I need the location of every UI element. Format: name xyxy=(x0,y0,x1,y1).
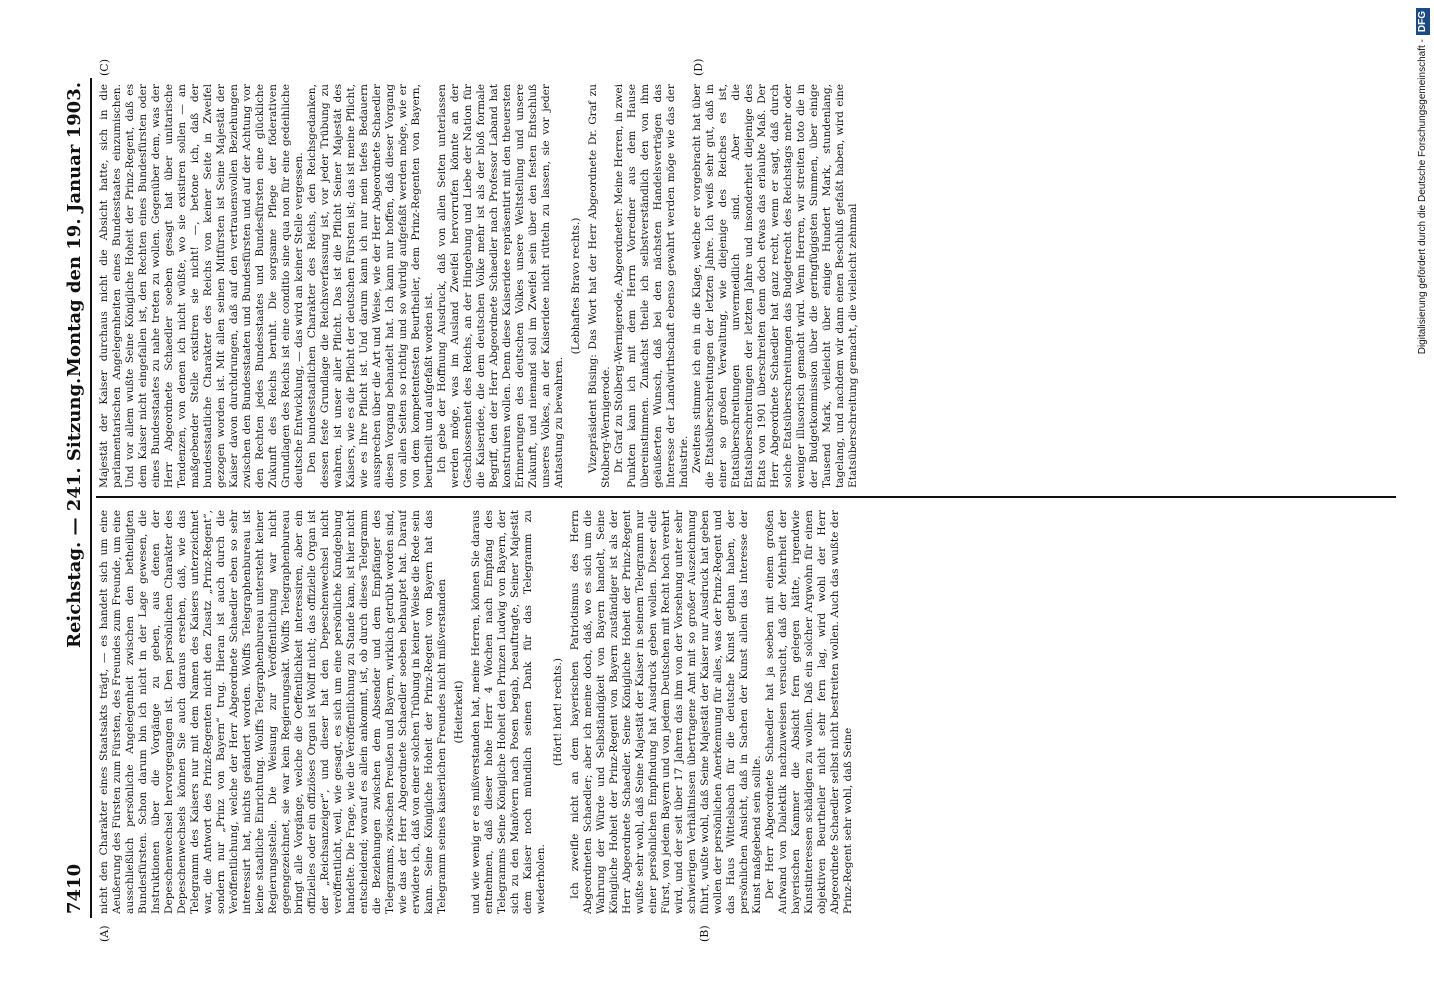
header-rule xyxy=(90,78,92,918)
right-column xyxy=(98,84,1398,488)
paragraph: nicht den Charakter eines Staatsakts trägt, — es handelt sich um eine Aeußerung des Fürsten zum Fürsten, des Freundes zum Freunde, um eine ausschließlich persönliche Angelegenheit zwischen den betheiligten Bundesfürsten. Schon darum bin ich nicht in der Lage gewesen, die Instruktionen über die Vorgänge zu geben, aus denen der Depeschenwechsel hervorgegangen ist. Den persönlichen Charakter des Depeschenwechsels können Sie auch daraus ersehen, daß, wie das Telegramm des Kaisers nur mit dem Namen des Kaisers unterzeichnet war, die Antwort des Prinz-Regenten nicht den Zusatz „Prinz-Regent“, sondern nur „Prinz von Bayern“ trug. Hieran ist auch durch die Veröffentlichung, welche der Herr Abgeordnete Schaedler eben so sehr interessirt hat, nichts geändert worden. Wolffs Telegraphenbureau ist keine staatliche Einrichtung. Wolffs Telegraphenbureau untersteht keiner Regierungsstelle. Die Weisung zur Veröffentlichung war nicht gegengezeichnet, sie war kein Regierungsakt. Wolffs Telegraphenbureau bringt alle Vorgänge, welche die Oeffentlichkeit interessiren, aber ein offizielles oder ein offiziöses Organ ist Wolff nicht; das offizielle Organ ist der „Reichsanzeiger“, und dieser hat den Depeschenwechsel nicht veröffentlicht, weil, wie gesagt, es sich um eine persönliche Kundgebung handelte. Die Frage, wie die Veröffentlichung zu Stande kam, ist hier nicht entscheidend; worauf es allein ankommt, ist, ob durch dieses Telegramm die Beziehungen zwischen dem Absender und dem Empfänger des Telegramms, zwischen Preußen und Bayern, wirklich getrübt worden sind, wie das der Herr Abgeordnete Schaedler soeben behauptet hat. Darauf erwidere ich, daß von einer solchen Trübung in keiner Weise die Rede sein kann. Seine Königliche Hoheit der Prinz-Regent von Bayern hat das Telegramm seines kaiserlichen Freundes nicht mißverstanden xyxy=(98,510,448,914)
dfg-logo: DFG xyxy=(1416,8,1430,35)
paragraph: Den bundesstaatlichen Charakter des Reichs, den Reichsgedanken, dessen feste Grundlage die Reichsverfassung ist, vor jeder Trübung zu wahren, ist unser aller Pflicht. Das ist die Pflicht Seiner Majestät des Kaisers, wie es die Pflicht der deutschen Fürsten ist; das ist meine Pflicht, wie es Ihre Pflicht ist. Und darum kann ich nur mein tiefes Bedauern aussprechen über die Art und Weise, wie der Herr Abgeordnete Schaedler diesen Vorgang behandelt hat. Ich kann nur hoffen, daß dieser Vorgang von allen Seiten so richtig und so würdig aufgefaßt werden möge, wie er von dem kompetentesten Beurtheiler, dem Prinz-Regenten von Bayern, beurtheilt und aufgefaßt worden ist. xyxy=(306,84,435,488)
paragraph: Zweitens stimme ich ein in die Klage, welche er vorgebracht hat über die Etatsüberschreitungen der letzten Jahre. Ich weiß sehr gut, daß in einer so großen Verwaltung, wie diejenige des Reiches es ist, Etatsüberschreitungen unvermeidlich sind. Aber die Etatsüberschreitungen der letzten Jahre und insonderheit diejenige des Etats von 1901 überschreiten denn doch etwas das erlaubte Maß. Der Herr Abgeordnete Schaedler hat ganz recht, wenn er sagt, daß durch solche Etatsüberschreitungen das Budgetrecht des Reichstags mehr oder weniger illusorisch gemacht wird. Wenn Herren, wir streiten toto die in der Budgetkommission über die geringfügigsten Summen, über einige Tausend Mark, vielleicht über einige Hundert Mark, stundenlang, tagelang, und nachdem wir dann einen Beschluß gefaßt haben, wird eine Etatsüberschreitung gemacht, die vielleicht zehnmal xyxy=(691,84,859,488)
margin-mark-d: (D) xyxy=(692,58,705,76)
reaction-note: (Hört! hört! rechts.) xyxy=(552,657,564,767)
reaction-note: (Lebhaftes Bravo rechts.) xyxy=(570,217,582,355)
dfg-notice-text: Digitalisierung gefördert durch die Deutsche Forschungsgemeinschaft - xyxy=(1417,39,1428,355)
session-date: Montag den 19. Januar 1903. xyxy=(64,82,85,377)
paragraph: Dr. Graf zu Stolberg-Wernigerode, Abgeordneter: Meine Herren, in zwei Punkten kann ich mit dem Herrn Vorredner aus dem Hause übereinstimmen. Zunächst theile ich selbstverständlich den von ihm geäußerten Wunsch, daß bei den nächsten Handelsverträgen das Interesse der Landwirthschaft ebenso gewahrt werden möge wie das der Industrie. xyxy=(613,84,690,488)
page-number: 7410 xyxy=(64,863,85,914)
paragraph: Der Herr Abgeordnete Schaedler hat ja soeben mit einem großen Aufwand von Dialektik nachzuweisen versucht, daß der Mehrheit der bayerischen Kammer die Absicht fern gelegen hätte, irgendwie Kunstinteressen schädigen zu wollen. Daß ein solcher Argwohn für einen objektiven Beurtheiler nicht sehr fern lag, wird wohl der Herr Abgeordnete Schaedler selbst nicht bestreiten wollen. Auch das wußte der Prinz-Regent sehr wohl, daß Seine xyxy=(764,510,854,914)
paragraph: Majestät der Kaiser durchaus nicht die Absicht hatte, sich in die parlamentarischen Angelegenheiten eines Bundesstaates einzumischen. Und vor allem wußte Seine Königliche Hoheit der Prinz-Regent, daß es dem Kaiser nicht eingefallen ist, den Rechten eines Bundesfürsten oder eines Bundesstaates zu nahe treten zu wollen. Gegenüber dem, was der Herr Abgeordnete Schaedler soeben gesagt hat über unitarische Tendenzen, von denen ich nicht wüßte, wo sie existiren sollen — an maßgebender Stelle existiren sie nicht! —, betone ich, daß der bundesstaatliche Charakter des Reichs von keiner Seite in Zweifel gezogen worden ist. Mit allen seinen Mitfürsten ist Seine Majestät der Kaiser davon durchdrungen, daß auf den vertrauensvollen Beziehungen zwischen den Bundesstaaten und Bundesfürsten und auf der Achtung vor den Rechten jedes Bundesstaates und Bundesfürsten eine glückliche Zukunft des Reichs beruht. Die sorgsame Pflege der föderativen Grundlagen des Reichs ist eine conditio sine qua non für eine gedeihliche deutsche Entwicklung, — das wird an keiner Stelle vergessen. xyxy=(98,84,305,488)
left-column xyxy=(98,510,1398,914)
page-content xyxy=(62,58,1414,942)
paragraph: Ich zweifle nicht an dem bayerischen Patriotismus des Herrn Abgeordneten Schaedler; aber ich meine doch, daß, wo es sich um die Wahrung der Würde und Selbständigkeit von Bayern handelt, Seine Königliche Hoheit der Prinz-Regent von Bayern zuständiger ist als der Herr Abgeordnete Schaedler. Seine Königliche Hoheit der Prinz-Regent wußte sehr wohl, daß Seine Majestät der Kaiser in seinem Telegramm nur einer persönlichen Empfindung hat Ausdruck geben wollen. Dieser edle Fürst, von jedem Bayern und von jedem Deutschen mit Recht hoch verehrt wird, und der seit über 17 Jahren das ihm von der Vorsehung unter sehr schwierigen Verhältnissen übertragene Amt mit so großer Auszeichnung führt, wußte wohl, daß Seine Majestät der Kaiser nur Ausdruck hat geben wollen der persönlichen Anerkennung für alles, was der Prinz-Regent und das Haus Wittelsbach für die deutsche Kunst gethan haben, der persönlichen Ansicht, daß in Sachen der Kunst allein das Interesse der Kunst maßgebend sein sollte. xyxy=(569,510,763,914)
margin-mark-c: (C) xyxy=(98,59,111,76)
paragraph: Vizepräsident Büsing: Das Wort hat der Herr Abgeordnete Dr. Graf zu Stolberg-Wernigerode. xyxy=(587,84,612,488)
dfg-funding-notice xyxy=(1414,8,1432,788)
running-header xyxy=(62,78,86,918)
column-divider xyxy=(96,496,1396,498)
session-title: Reichstag. — 241. Sitzung. xyxy=(64,377,85,648)
margin-mark-b: (B) xyxy=(698,925,711,942)
paragraph: Ich gebe der Hoffnung Ausdruck, daß von allen Seiten unterlassen werden möge, was im Ausland Zweifel hervorrufen könnte an der Geschlossenheit des Reichs, an der Hingebung und Liebe der Nation für die Kaiseridee, die dem deutschen Volke mehr ist als der bloß formale Begriff, den der Herr Abgeordnete Schaedler nach Professor Laband hat konstruiren wollen. Denn diese Kaiseridee repräsentirt mit den theuersten Erinnerungen des deutschen Volkes unsere Weltstellung und unsere Zukunft, und niemand soll im Zweifel sein über den festen Entschluß unseres Volkes, an der Kaiseridee nicht rütteln zu lassen, sie vor jeder Antastung zu bewahren. xyxy=(436,84,565,488)
paragraph: und wie wenig er es mißverstanden hat, meine Herren, können Sie daraus entnehmen, daß dieser hohe Herr 4 Wochen nach Empfang des Telegramms Seine Königliche Hoheit den Prinzen Ludwig von Bayern, der sich zu den Manövern nach Posen begab, beauftragte, Seiner Majestät dem Kaiser noch mündlich seinen Dank für das Telegramm zu wiederholen. xyxy=(470,510,547,914)
reaction-note: (Heiterkeit) xyxy=(453,680,465,744)
margin-mark-a: (A) xyxy=(98,925,111,942)
